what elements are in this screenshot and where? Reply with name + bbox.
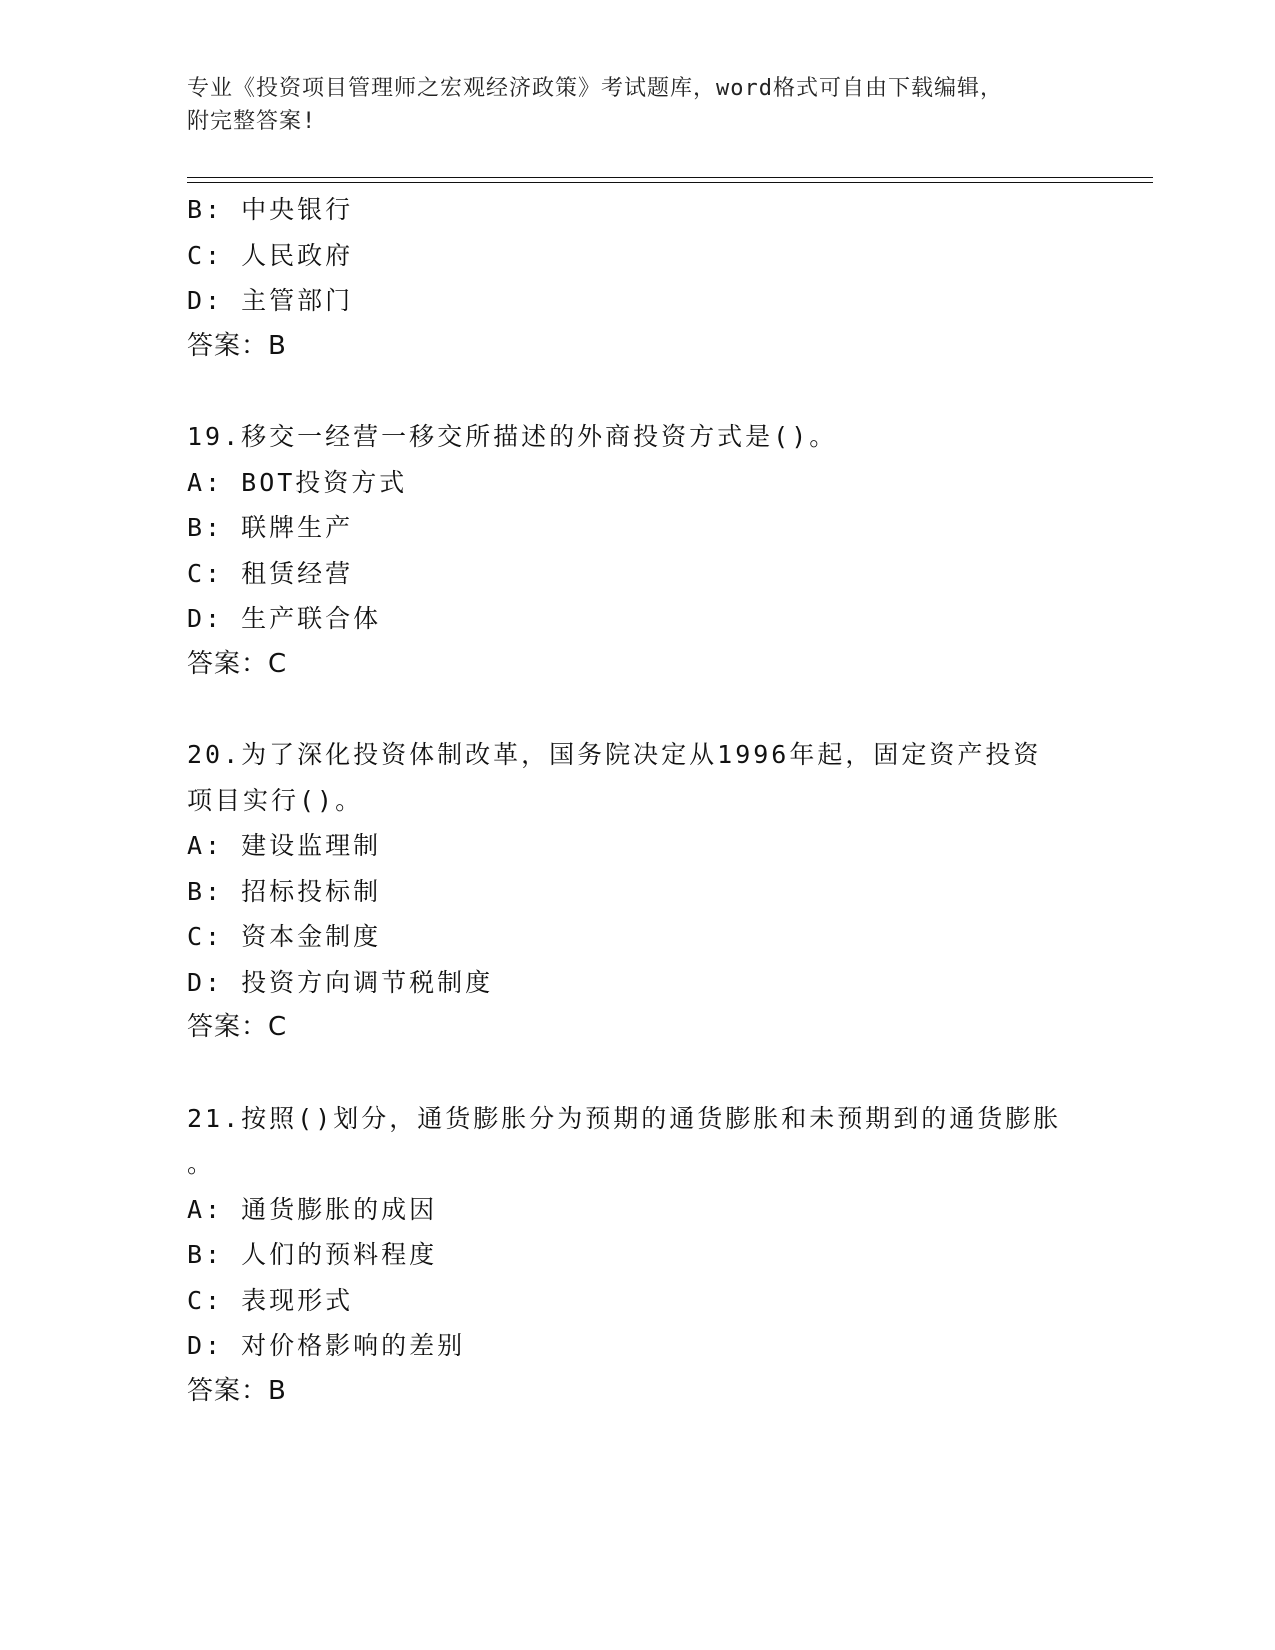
option-b: B: 人们的预料程度	[187, 1240, 438, 1269]
question-text: 19.移交一经营一移交所描述的外商投资方式是()。	[187, 422, 838, 451]
question-list	[187, 187, 1087, 1414]
question-text-line-2: 项目实行()。	[187, 785, 364, 815]
option-a: A: 建设监理制	[187, 831, 382, 860]
header-line-1: 专业《投资项目管理师之宏观经济政策》考试题库，word格式可自由下载编辑，	[187, 76, 1003, 101]
option-c: C: 人民政府	[187, 240, 354, 270]
question-text-line-1: 21.按照()划分，通货膨胀分为预期的通货膨胀和未预期到的通货膨胀	[187, 1103, 1062, 1133]
option-b: B: 中央银行	[187, 195, 354, 224]
question-20	[187, 732, 1087, 1051]
answer: 答案：B	[187, 330, 287, 361]
option-d: D: 生产联合体	[187, 604, 382, 633]
header-divider-top	[187, 177, 1153, 178]
option-d: D: 对价格影响的差别	[187, 1331, 466, 1360]
header-line-2: 附完整答案!	[187, 109, 317, 134]
answer: 答案：C	[187, 1012, 288, 1042]
option-c: C: 租赁经营	[187, 558, 354, 588]
question-text-line-2: 。	[187, 1149, 216, 1178]
option-d: D: 投资方向调节税制度	[187, 967, 494, 997]
question-partial	[187, 187, 1087, 369]
option-c: C: 表现形式	[187, 1285, 354, 1315]
option-a: A: BOT投资方式	[187, 467, 408, 497]
answer: 答案：C	[187, 648, 288, 679]
document-header	[187, 72, 1087, 138]
option-d: D: 主管部门	[187, 286, 354, 315]
question-text-line-1: 20.为了深化投资体制改革，国务院决定从1996年起，固定资产投资	[187, 740, 1042, 769]
option-a: A: 通货膨胀的成因	[187, 1194, 438, 1224]
answer: 答案：B	[187, 1375, 287, 1406]
question-21	[187, 1096, 1087, 1415]
question-19	[187, 414, 1087, 687]
option-b: B: 招标投标制	[187, 876, 382, 906]
header-divider-bottom	[187, 182, 1153, 183]
option-c: C: 资本金制度	[187, 922, 382, 951]
option-b: B: 联牌生产	[187, 513, 354, 542]
